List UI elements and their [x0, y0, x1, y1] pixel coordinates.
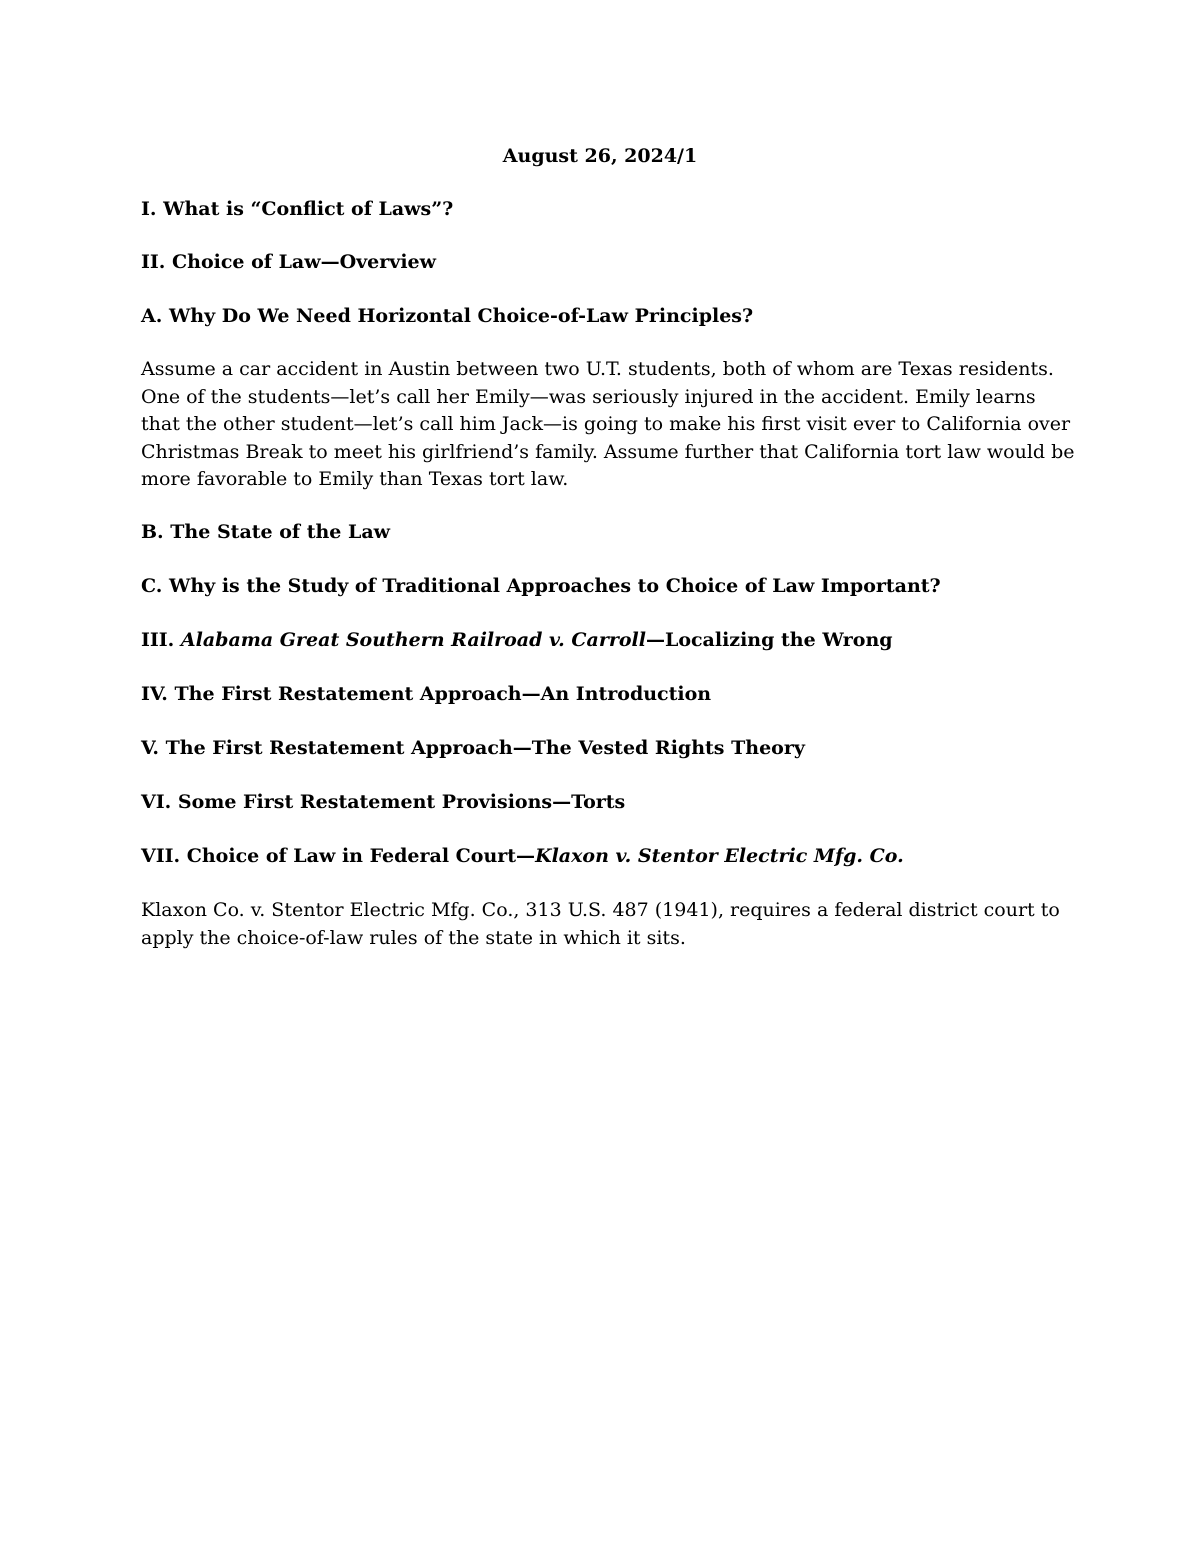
section-heading-iv: IV. The First Restatement Approach—An Introduction	[141, 683, 712, 705]
subsection-heading-b: B. The State of the Law	[141, 521, 391, 543]
section-heading-i: I. What is “Conflict of Laws”?	[141, 198, 454, 220]
section-heading-ii: II. Choice of Law—Overview	[141, 251, 436, 273]
case-name-klaxon: Klaxon v. Stentor Electric Mfg. Co.	[535, 845, 904, 867]
case-name-carroll: Alabama Great Southern Railroad v. Carroll	[180, 629, 646, 651]
paragraph-line: Assume a car accident in Austin between two U.T. students, both of whom are Texas residents.	[141, 358, 1054, 380]
paragraph-line: Klaxon Co. v. Stentor Electric Mfg. Co., 313 U.S. 487 (1941), requires a federal district court to	[141, 899, 1060, 921]
section-heading-vii-prefix: VII. Choice of Law in Federal Court—	[141, 845, 536, 867]
document-page	[141, 0, 1075, 1553]
subsection-a-paragraph	[141, 356, 1075, 494]
section-heading-iii	[141, 627, 893, 654]
paragraph-line: more favorable to Emily than Texas tort law.	[141, 468, 569, 490]
paragraph-line: that the other student—let’s call him Jack—is going to make his first visit ever to California over	[141, 413, 1071, 435]
section-heading-iii-prefix: III.	[141, 629, 181, 651]
section-heading-vi: VI. Some First Restatement Provisions—Torts	[141, 791, 626, 813]
section-heading-vii	[141, 843, 904, 870]
section-heading-v: V. The First Restatement Approach—The Vested Rights Theory	[141, 737, 805, 759]
section-vii-paragraph	[141, 897, 1071, 952]
paragraph-line: apply the choice-of-law rules of the state in which it sits.	[141, 926, 686, 949]
paragraph-line: Christmas Break to meet his girlfriend’s family. Assume further that California tort law would be	[141, 440, 1075, 463]
page-title: August 26, 2024/1	[502, 145, 698, 167]
section-heading-iii-suffix: —Localizing the Wrong	[645, 629, 893, 651]
subsection-heading-a: A. Why Do We Need Horizontal Choice-of-Law Principles?	[141, 305, 754, 327]
paragraph-line: One of the students—let’s call her Emily—was seriously injured in the accident. Emily learns	[141, 385, 1036, 408]
subsection-heading-c: C. Why is the Study of Traditional Approaches to Choice of Law Important?	[141, 575, 941, 597]
